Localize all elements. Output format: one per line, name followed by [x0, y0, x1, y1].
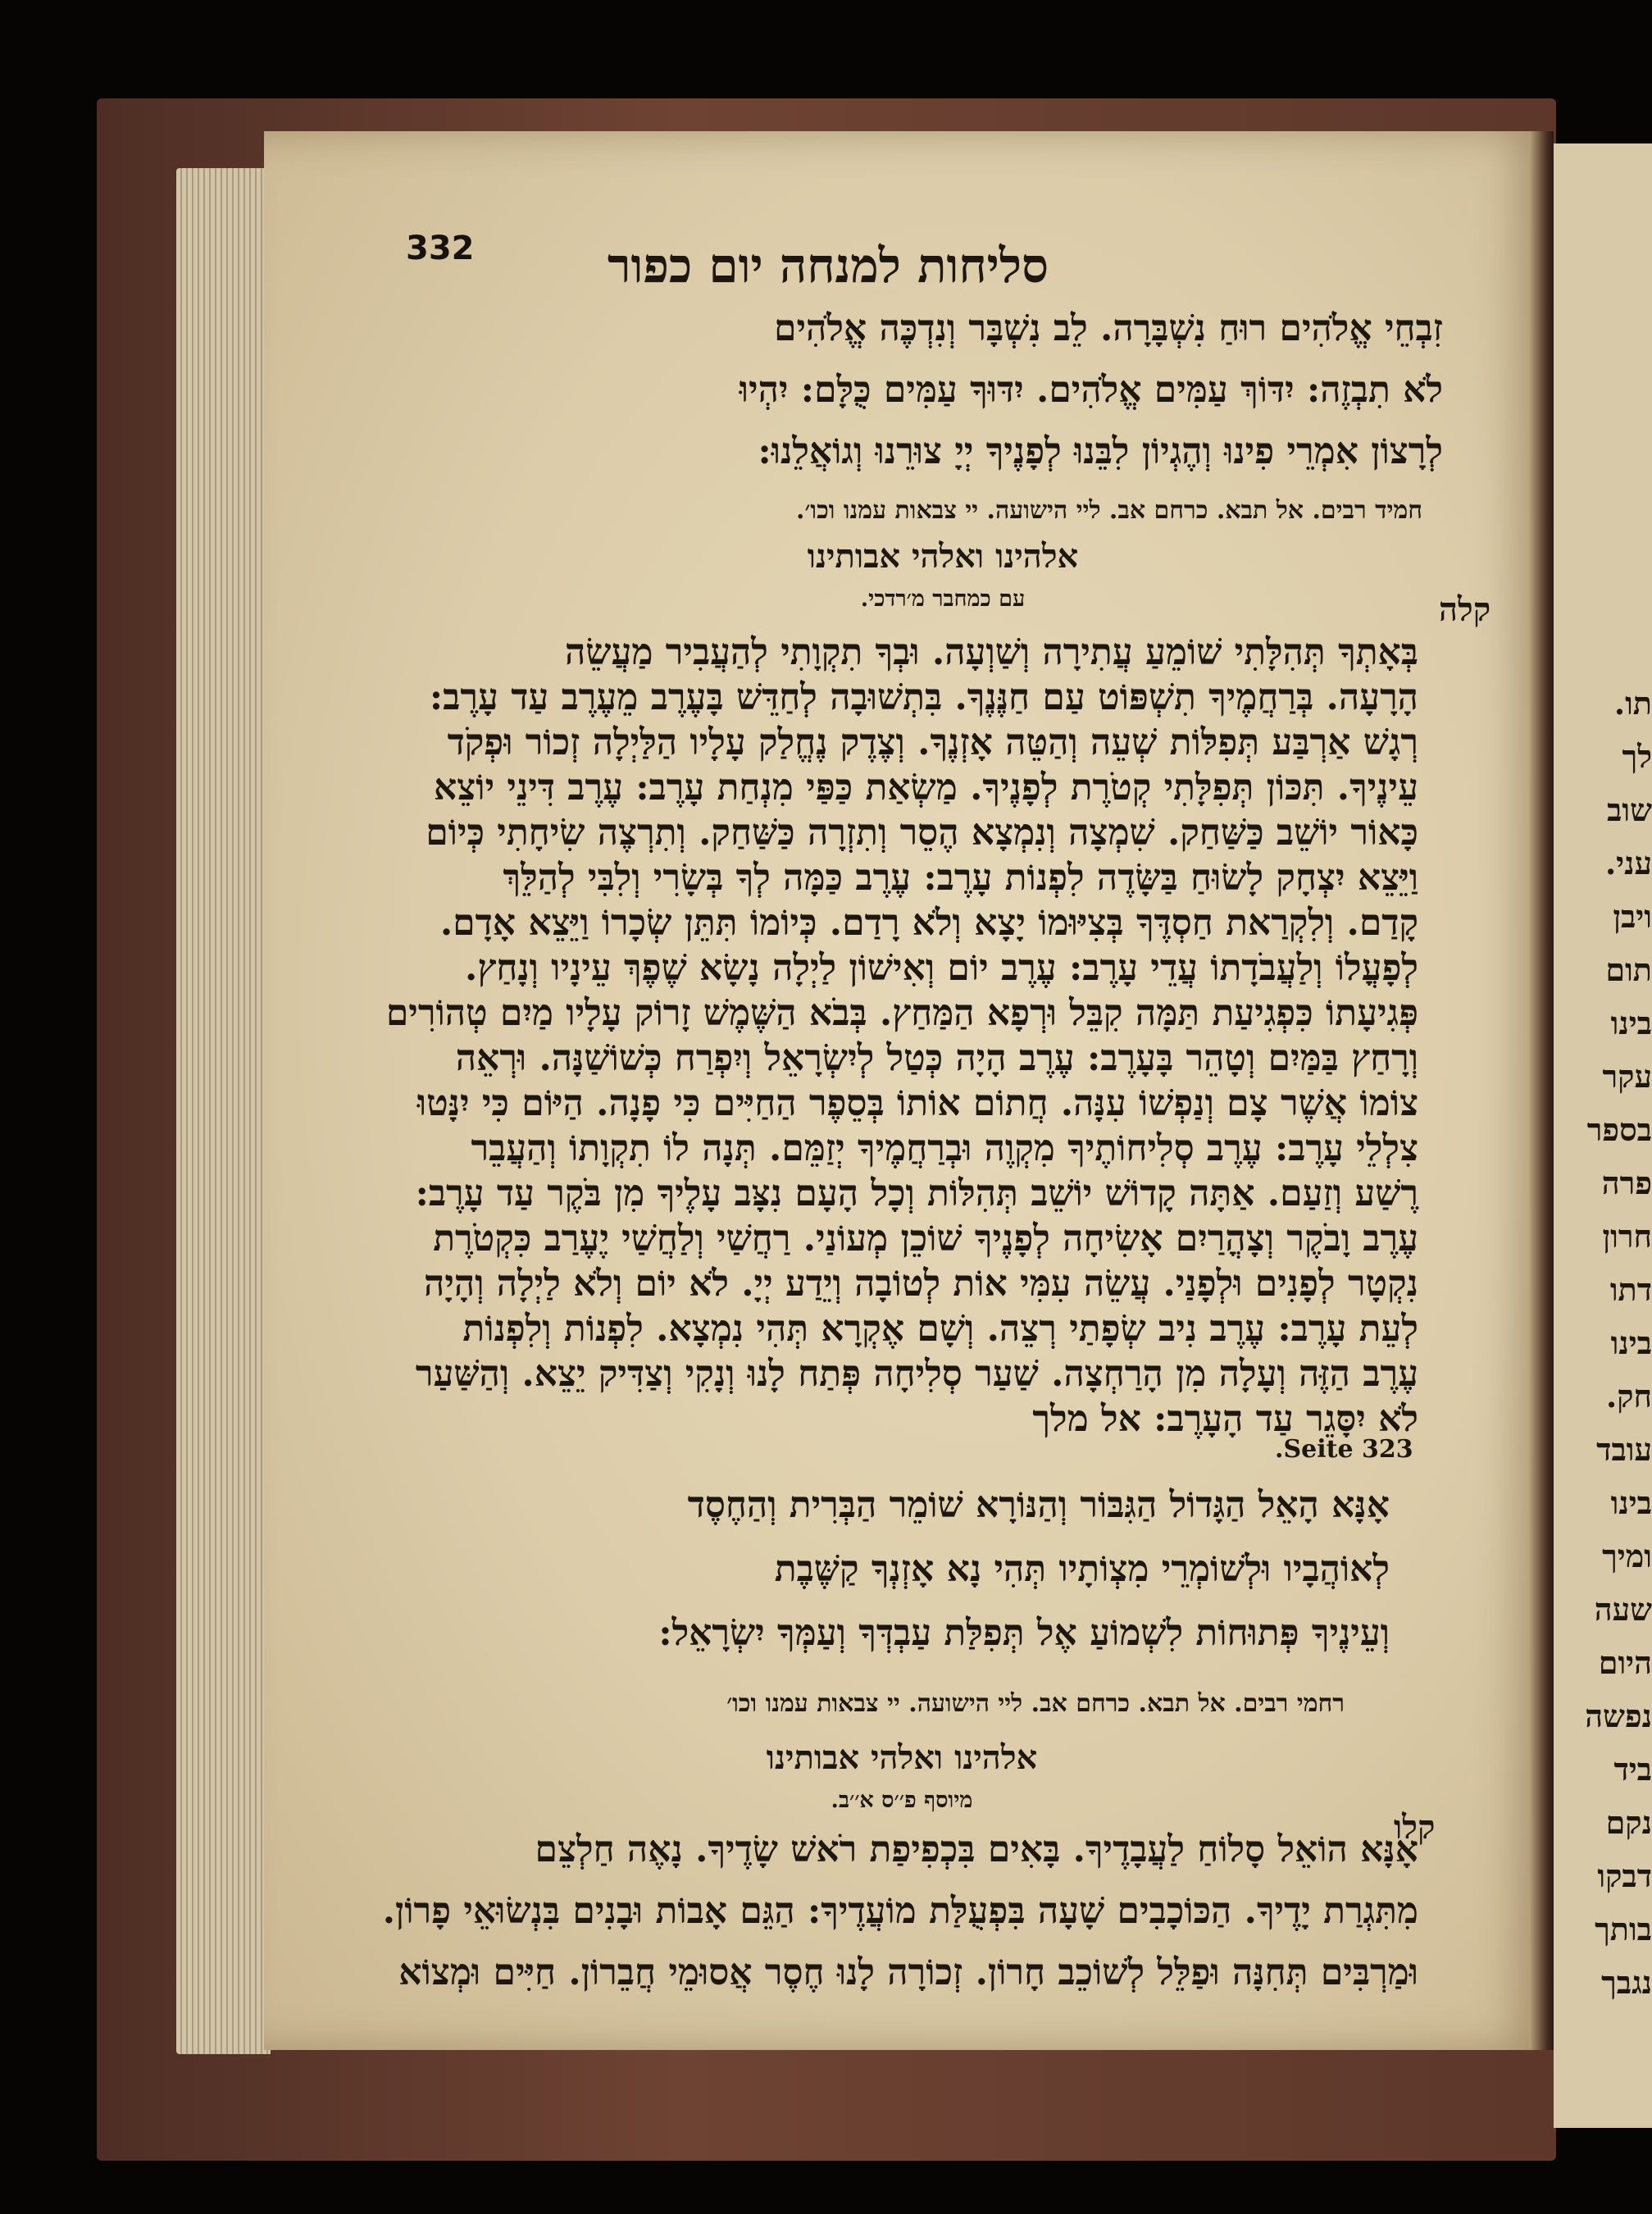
- seite-ref-text: Seite 323.: [1275, 1435, 1413, 1464]
- body-line: צוֹמוֹ אֲשֶׁר צָם וְנַפְשׁוֹ עִנָּה. חֲתוֹם אוֹתוֹ בְּסֵפֶר הַחַיִּים כִּי פָנָה. הַיּוֹם כִּי יִנָּטוּ: [416, 1082, 1418, 1124]
- intro-line: לֹא תִבְזֶה: יִדּוֹךְ עַמִּים אֱלֹהִים. יִדּוּךָ עַמִּים כֻּלָּם: יִהְיוּ: [739, 369, 1443, 411]
- body-line: כָּאוֹר יוֹשֵׁב כַּשַּׁחַק. שִׁמְצָה וְנִמְצָא הֶסֵר וְתִזְרָה כַּשַּׁחַק. וְתִרְצֶה שִׂיחָתִי כְּיוֹם: [426, 812, 1418, 854]
- page-edges: [176, 168, 271, 2054]
- author-note: עם כמחבר מ׳רדכי.: [860, 586, 1026, 612]
- body-line: הָרָעָה. בְּרַחֲמֶיךָ תִשְׁפּוֹט עַם חַנֶּנֶךָ. בִּתְשׁוּבָה לְחַדֵּשׁ בָּעֶרֶב מֵעֶרֶב עַד עָרֶב:: [429, 676, 1418, 718]
- body-line: וְרָחַץ בַּמַּיִם וְטָהֵר בָּעָרֶב: עֶרֶב הָיָה כְּטַל לְיִשְׂרָאֵל וְיִפְרַח כְּשׁוֹשַׁנָּה. וּרְאֵה: [455, 1037, 1418, 1079]
- piyyut-number: קלה: [1439, 590, 1491, 629]
- body-line: קָדַם. וְלִקְרַאת חַסְדֶּךָ בְּצִיּוּמוֹ יָצָא וְלֹא רָדַם. כְּיוֹמוֹ תִּתֵּן שְׂכָרוֹ וַיֵּצֵא אָדָם.: [439, 902, 1418, 944]
- body-line: וַיֵּצֵא יִצְחָק לָשׂוּחַ בַּשָּׂדֶה לִפְנוֹת עָרֶב: עֶרֶב כַּמָּה לְךָ בְּשָׂרִי וְלִבִּי לְהַלֵּךְ: [503, 857, 1418, 899]
- facing-page-fragment: לך: [1622, 738, 1652, 775]
- facing-page-fragment: ומיך: [1602, 1538, 1652, 1574]
- facing-page-fragment: נפשה: [1585, 1697, 1652, 1734]
- facing-page-fragment: עני.: [1604, 845, 1652, 882]
- body-line: עֵינֶיךָ. תִּכּוֹן תְּפִלָּתִי קְטֹרֶת לְפָנֶיךָ. מַשְׂאַת כַּפַּי מִנְחַת עָרֶב: עֶרֶב דִּינֵי יוֹצֵא: [434, 767, 1418, 809]
- seite-reference: [1275, 1435, 1413, 1464]
- rubric-responses: רחמי רבים. אל תבא. כרחם אב. ליי הישועה. יי צבאות עמנו וכו׳: [726, 1689, 1345, 1718]
- intro-line: זִבְחֵי אֱלֹהִים רוּחַ נִשְׁבָּרָה. לֵב נִשְׁבָּר וְנִדְכֶּה אֱלֹהִים: [774, 308, 1443, 349]
- body-line: רְגָשׁ אַרְבַּע תְּפִלּוֹת שְׁעֵה וְהַטֵּה אָזְנֶךָ. וְצֶדֶק נֶחֱלַק עָלָיו הַלַּיְלָה זְכוֹר וּפְקֹד: [447, 722, 1418, 763]
- body-line: בְּאָתְךָ תְּהִלָּתִי שׁוֹמֵעַ עֲתִירָה וְשַׁוְעָה. וּבְךָ תִקְוָתִי לְהַעֲבִיר מַעֲשֵׂה: [564, 631, 1418, 673]
- facing-page-fragment: שעה: [1594, 1591, 1652, 1628]
- intro-line: לְרָצוֹן אִמְרֵי פִינוּ וְהֶגְיוֹן לִבֵּנוּ לְפָנֶיךָ יְיָ צוּרֵנוּ וְגוֹאֲלֵנוּ:: [758, 430, 1443, 472]
- facing-page-fragment: חק.: [1605, 1378, 1652, 1414]
- facing-page-fragment: שוב: [1607, 791, 1652, 828]
- facing-page-fragment: עובד: [1596, 1431, 1652, 1468]
- body-line: לְעֵת עָרֶב: עֶרֶב נִיב שְׂפָתַי רְצֵה. וְשָׁם אֶקְרָא תְּהִי נִמְצָא. לִפְנוֹת וְלִפְנוֹת: [462, 1308, 1418, 1350]
- body-line: עֶרֶב הַזֶּה וְעָלָה מִן הָרַחְצָה. שַׁעַר סְלִיחָה פְּתַח לָנוּ וְנָקִי וְצַדִּיק יֵצֵא. וְהַשַּׁעַר: [415, 1353, 1418, 1395]
- running-title: סליחות למנחה יום כפור: [608, 238, 1049, 294]
- facing-page: [1554, 144, 1652, 2128]
- facing-page-fragment: נגבך: [1601, 1964, 1652, 2001]
- verse-line: וְעֵינֶיךָ פְּתוּחוֹת לִשְׁמוֹעַ אֶל תְּפִלַּת עַבְדְּךָ וְעַמְּךָ יִשְׂרָאֵל:: [658, 1612, 1390, 1654]
- body-line: לֹא יִסָּגֵר עַד הָעָרֶב: אל מלך: [1032, 1398, 1418, 1440]
- book-gutter: [1529, 131, 1554, 2050]
- page-number: 332: [406, 230, 475, 267]
- facing-page-fragment: בינו: [1610, 1324, 1652, 1361]
- facing-page-fragment: עקר: [1602, 1058, 1652, 1095]
- facing-page-fragment: ויבן: [1613, 898, 1652, 935]
- facing-page-fragment: בותך: [1595, 1911, 1652, 1947]
- verse-line: לְאוֹהֲבָיו וּלְשׁוֹמְרֵי מִצְוֹתָיו תְּהִי נָא אָזְנְךָ קַשֶּׁבֶת: [774, 1548, 1390, 1590]
- author-note: מיוסף פ׳׳ס א׳׳ב.: [831, 1788, 973, 1813]
- verse-line: אָנָּא הָאֵל הַגָּדוֹל הַגִּבּוֹר וְהַנּוֹרָא שׁוֹמֵר הַבְּרִית וְהַחֶסֶד: [687, 1484, 1390, 1526]
- facing-page-fragment: דבקו: [1597, 1857, 1652, 1894]
- body-line: לְפָעֳלוֹ וְלַעֲבֹדָתוֹ עֲדֵי עָרֶב: עֶרֶב יוֹם וְאִישׁוֹן לַיְלָה נָשָׂא שֶׁפֶךְ עֵינָיו וְנָחַץ.: [465, 947, 1418, 989]
- section-heading: אלהינו ואלהי אבותינו: [766, 1738, 1038, 1777]
- facing-page-fragment: בינו: [1610, 1004, 1652, 1041]
- closing-line: וּמַרְבִּים תְּחִנָּה וּפַלֵּל לְשׁוֹכֵב חָרוֹן. זְכוֹרָה לָנוּ חֶסֶר אֲסוּמֵי חֲבֵרוֹן. חַיִּים וּמְצוֹא: [398, 1952, 1418, 1993]
- section-heading: אלהינו ואלהי אבותינו: [807, 537, 1079, 576]
- facing-page-fragment: היום: [1598, 1644, 1652, 1681]
- rubric-responses: חמיד רבים. אל תבא. כרחם אב. ליי הישועה. יי צבאות עמנו וכו׳.: [796, 496, 1422, 525]
- body-line: צִלְלֵי עָרֶב: עֶרֶב סְלִיחוֹתֶיךָ מִקְוֶה וּבְרַחֲמֶיךָ יְזַמֵּם. תְּנָה לוֹ תִקְוָתוֹ וְהַעֲבֵר: [471, 1128, 1418, 1169]
- body-line: רֶשַׁע וְזַעַם. אַתָּה קָדוֹשׁ יוֹשֵׁב תְּהִלּוֹת וְכָל הָעָם נִצָּב עָלֶיךָ מִן בֹּקֶר עַד עָרֶב:: [415, 1173, 1418, 1214]
- facing-page-fragment: בינו: [1610, 1484, 1652, 1521]
- closing-line: מִתִּגְרַת יָדֶיךָ. הַכּוֹכָבִים שָׁעָה בִּפְעֻלַּת מוֹעֲדֶיךָ: הַגֵּם אָבוֹת וּבָנִים בִּנְשׂוּאֵי פָרוֹן.: [382, 1890, 1418, 1932]
- facing-page-fragment: תו.: [1613, 685, 1652, 722]
- facing-page-fragment: תום: [1605, 951, 1652, 988]
- closing-line: אָנָּא הוֹאֵל סָלוֹחַ לַעֲבָדֶיךָ. בָּאִים בִּכְפִיפַת רֹאשׁ שָׂדֶיךָ. נָאֶה חַלְצֵם: [535, 1829, 1418, 1870]
- body-line: נִקְטָר לְפָנִים וּלְפָנַי. עֲשֵׂה עִמִּי אוֹת לְטוֹבָה וְיֵדַע יְיָ. לֹא יוֹם וְלֹא לַיְלָה וְהָיָה: [424, 1263, 1418, 1305]
- facing-page-fragment: חרון: [1602, 1218, 1652, 1255]
- piyyut-number: קלו: [1394, 1808, 1436, 1847]
- facing-page-fragment: ביד: [1613, 1751, 1652, 1788]
- facing-page-fragment: נקם: [1605, 1804, 1652, 1841]
- body-line: עֶרֶב וָבֹקֶר וְצָהֳרַיִם אָשִׂיחָה לְפָנֶיךָ שׁוֹכֵן מְעוֹנַי. רַחֲשַׁי וְלַחֲשַׁי יֶעֶרַב כִּקְטֹרֶת: [433, 1218, 1418, 1260]
- body-line: פְּגִיעָתוֹ כִּפְגִיעַת תַּמָּה קִבֵּל וּרְפָא הַמַּחַץ. בְּבֹא הַשֶּׁמֶשׁ זָרוֹק עָלָיו מַיִם טְהוֹרִים: [385, 992, 1418, 1034]
- facing-page-fragment: פרה: [1601, 1164, 1652, 1201]
- facing-page-fragment: בספר: [1586, 1111, 1652, 1148]
- facing-page-fragment: דתו: [1609, 1271, 1652, 1308]
